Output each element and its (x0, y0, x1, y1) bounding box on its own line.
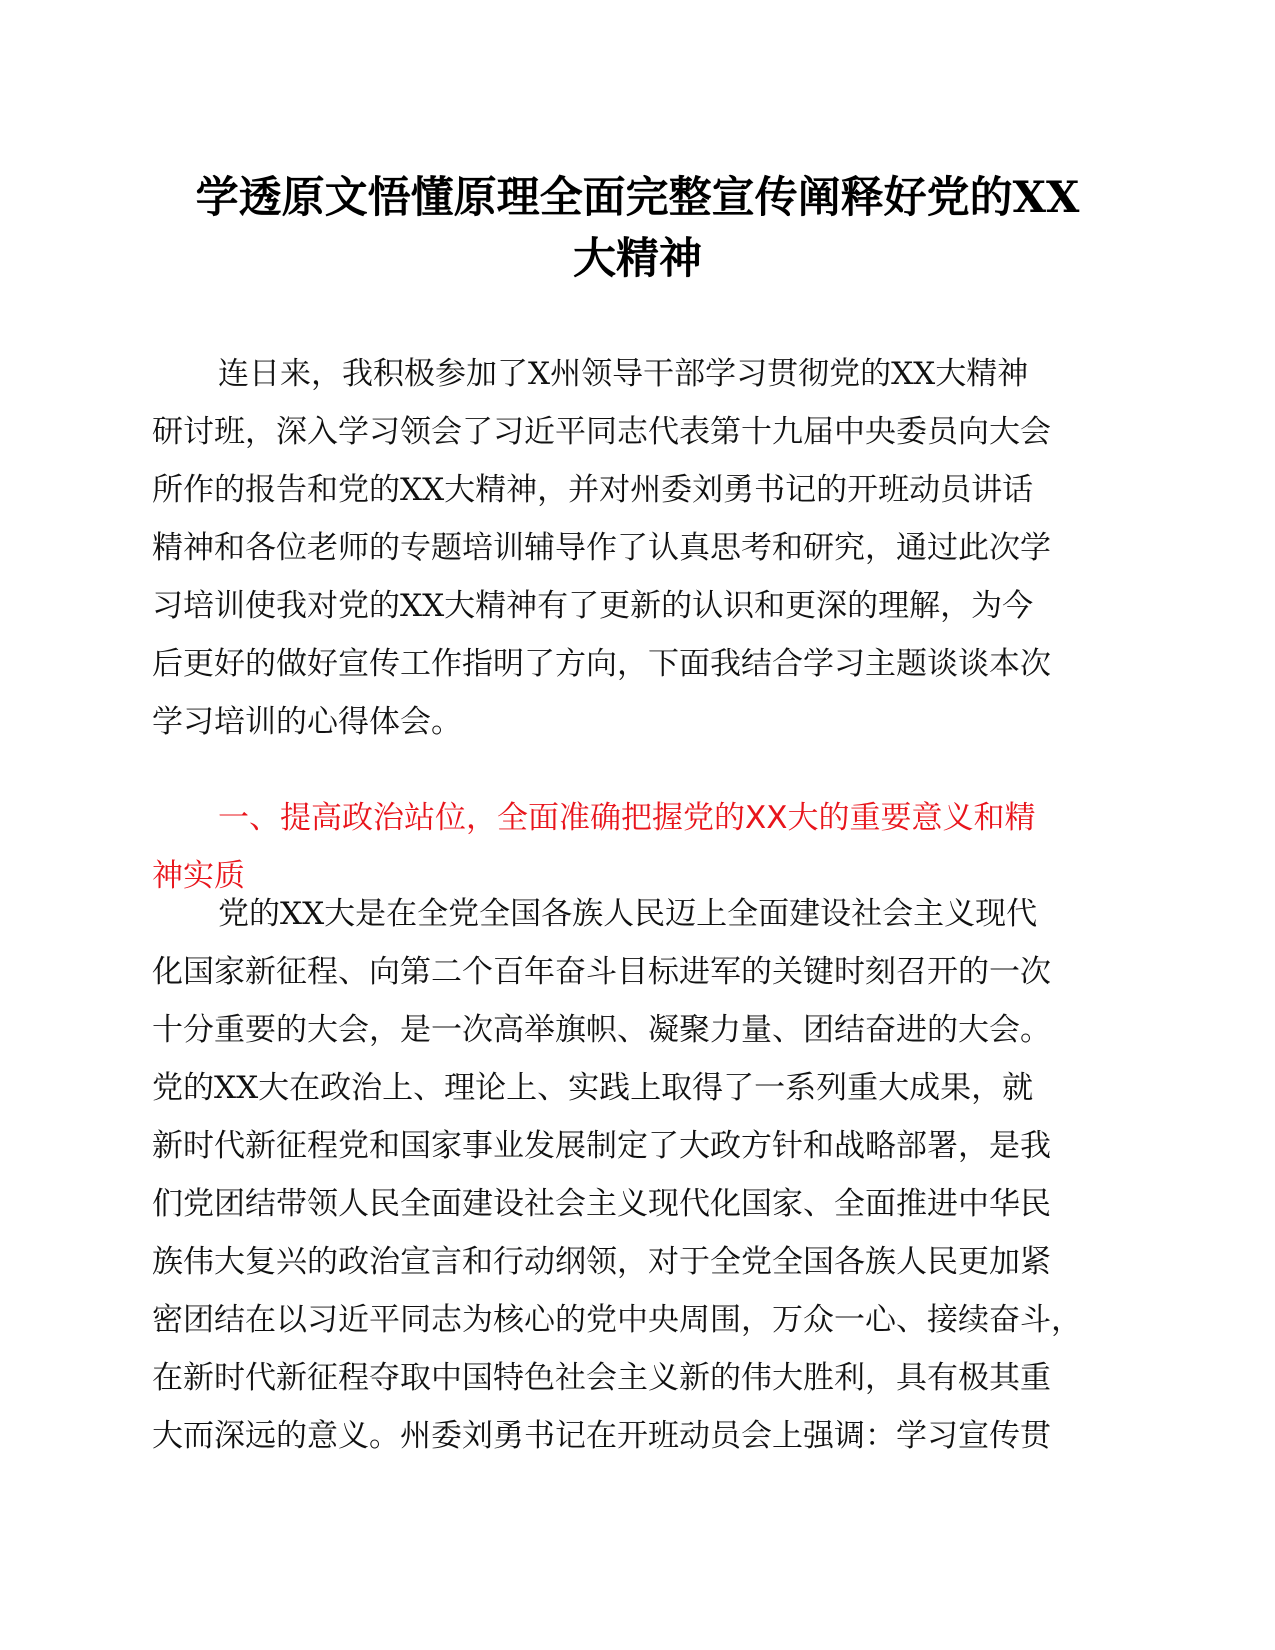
body-line: 新时代新征程党和国家事业发展制定了大政方针和战略部署，是我 (152, 1128, 1051, 1164)
title-line-2: 大精神 (573, 234, 702, 284)
intro-line: 研讨班，深入学习领会了习近平同志代表第十九届中央委员向大会 (152, 414, 1051, 450)
intro-line: 连日来，我积极参加了X州领导干部学习贯彻党的XX大精神 (218, 356, 1029, 392)
intro-line: 后更好的做好宣传工作指明了方向，下面我结合学习主题谈谈本次 (152, 646, 1051, 682)
body-line: 大而深远的意义。州委刘勇书记在开班动员会上强调：学习宣传贯 (152, 1418, 1051, 1454)
body-line: 族伟大复兴的政治宣言和行动纲领，对于全党全国各族人民更加紧 (152, 1244, 1051, 1280)
body-line: 密团结在以习近平同志为核心的党中央周围，万众一心、接续奋斗， (152, 1302, 1082, 1338)
section-heading-line-1: 一、提高政治站位，全面准确把握党的XX大的重要意义和精 (218, 800, 1036, 836)
intro-line: 精神和各位老师的专题培训辅导作了认真思考和研究，通过此次学 (152, 530, 1051, 566)
intro-line: 习培训使我对党的XX大精神有了更新的认识和更深的理解，为今 (152, 588, 1034, 624)
section-body-paragraph (152, 885, 1132, 1465)
intro-line: 学习培训的心得体会。 (152, 704, 462, 740)
section-heading-line-2: 神实质 (152, 858, 245, 894)
body-line: 党的XX大是在全党全国各族人民迈上全面建设社会主义现代 (218, 896, 1038, 932)
title-line-1: 学透原文悟懂原理全面完整宣传阐释好党的XX (195, 173, 1080, 223)
body-line: 们党团结带领人民全面建设社会主义现代化国家、全面推进中华民 (152, 1186, 1051, 1222)
body-line: 在新时代新征程夺取中国特色社会主义新的伟大胜利，具有极其重 (152, 1360, 1051, 1396)
body-line: 化国家新征程、向第二个百年奋斗目标进军的关键时刻召开的一次 (152, 954, 1051, 990)
document-title (140, 168, 1135, 290)
body-line: 十分重要的大会，是一次高举旗帜、凝聚力量、团结奋进的大会。 (152, 1012, 1051, 1048)
intro-line: 所作的报告和党的XX大精神，并对州委刘勇书记的开班动员讲话 (152, 472, 1034, 508)
body-line: 党的XX大在政治上、理论上、实践上取得了一系列重大成果，就 (152, 1070, 1034, 1106)
intro-paragraph (152, 345, 1132, 751)
